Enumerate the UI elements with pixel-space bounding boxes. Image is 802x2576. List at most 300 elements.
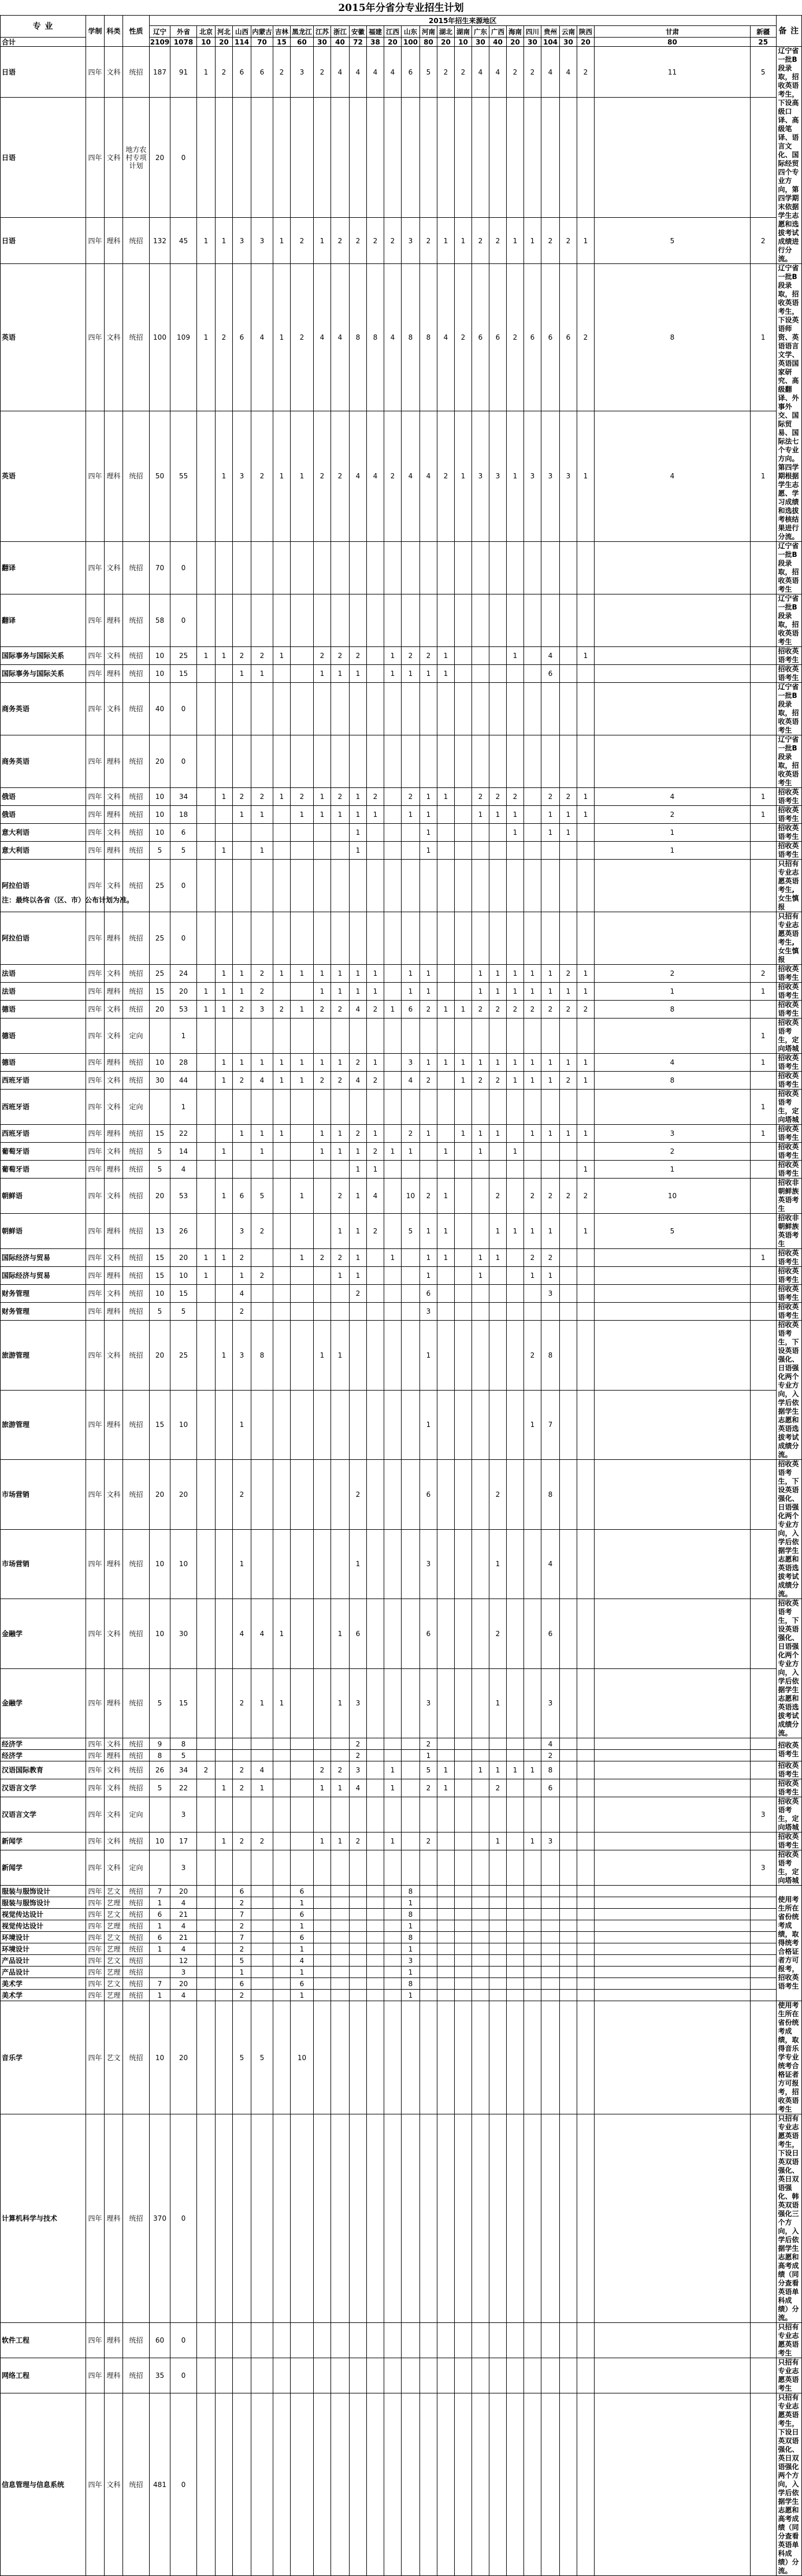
quota-cell <box>507 842 524 860</box>
quota-cell <box>331 1460 350 1530</box>
quota-cell <box>197 411 216 541</box>
quota-cell: 3 <box>350 1761 367 1779</box>
quota-cell: 1 <box>577 983 595 1001</box>
quota-cell: 6 <box>420 1285 437 1303</box>
quota-cell: 20 <box>170 1886 197 1897</box>
quota-cell <box>751 1943 777 1955</box>
quota-cell: 2 <box>233 1249 251 1267</box>
quota-cell <box>595 1390 751 1460</box>
header-remarks: 备 注 <box>776 16 802 47</box>
major-cell: 网络工程 <box>1 2358 86 2393</box>
quota-cell <box>350 2323 367 2358</box>
quota-cell <box>291 1761 314 1779</box>
region-header: 湖南 <box>455 26 472 38</box>
quota-cell: 2 <box>437 411 455 541</box>
quota-cell: 8 <box>402 1909 420 1920</box>
quota-cell <box>507 1832 524 1850</box>
quota-cell <box>291 1267 314 1285</box>
table-row <box>1 1214 802 1249</box>
quota-cell <box>751 1179 777 1214</box>
quota-cell: 1 <box>472 965 489 983</box>
quota-cell <box>524 1460 541 1530</box>
quota-cell <box>291 1125 314 1143</box>
quota-cell <box>560 98 577 218</box>
quota-cell: 5 <box>150 1668 170 1738</box>
quota-cell <box>524 665 541 683</box>
quota-cell <box>197 1955 216 1967</box>
quota-cell <box>595 2001 751 2114</box>
quota-cell <box>402 1018 420 1054</box>
length-cell: 四年 <box>86 1072 105 1090</box>
major-cell: 服装与服饰设计 <box>1 1897 86 1909</box>
quota-cell <box>420 1955 437 1967</box>
quota-cell <box>350 735 367 788</box>
quota-cell <box>507 735 524 788</box>
major-cell: 意大利语 <box>1 824 86 842</box>
quota-cell <box>455 2114 472 2323</box>
table-row <box>1 1090 802 1125</box>
quota-cell <box>291 1779 314 1797</box>
length-cell: 四年 <box>86 47 105 98</box>
quota-cell <box>273 683 291 735</box>
total-label: 合计 <box>1 38 86 47</box>
quota-cell <box>472 647 489 665</box>
quota-cell <box>560 1797 577 1832</box>
quota-cell: 1 <box>560 1054 577 1072</box>
quota-cell <box>577 1529 595 1599</box>
quota-cell: 2 <box>331 1072 350 1090</box>
quota-cell: 1 <box>455 218 472 264</box>
quota-cell: 7 <box>150 1886 170 1897</box>
quota-cell: 1 <box>367 1125 384 1143</box>
quota-cell <box>273 2114 291 2323</box>
quota-cell: 1 <box>384 665 402 683</box>
quota-cell <box>216 1303 233 1321</box>
quota-cell <box>472 1797 489 1832</box>
quota-cell: 1 <box>251 665 273 683</box>
quota-cell: 1 <box>507 1072 524 1090</box>
quota-cell <box>150 1797 170 1832</box>
quota-cell: 2 <box>384 411 402 541</box>
quota-cell: 1 <box>233 665 251 683</box>
quota-cell <box>455 1390 472 1460</box>
table-row <box>1 1886 802 1897</box>
quota-cell <box>437 735 455 788</box>
category-cell: 文科 <box>105 1832 123 1850</box>
quota-cell <box>507 1599 524 1669</box>
quota-cell: 4 <box>350 1072 367 1090</box>
quota-cell: 1 <box>350 1267 367 1285</box>
quota-cell <box>577 1761 595 1779</box>
length-cell: 四年 <box>86 1460 105 1530</box>
quota-cell: 5 <box>170 842 197 860</box>
region-header: 山东 <box>402 26 420 38</box>
quota-cell: 10 <box>291 2001 314 2114</box>
quota-cell: 8 <box>541 1460 560 1530</box>
quota-cell: 2 <box>541 788 560 806</box>
region-header: 广西 <box>489 26 507 38</box>
quota-cell <box>595 1797 751 1832</box>
quota-cell <box>233 2323 251 2358</box>
quota-cell <box>455 1850 472 1886</box>
quota-cell: 2 <box>524 1321 541 1391</box>
total-cell: 100 <box>402 38 420 47</box>
quota-cell <box>577 1832 595 1850</box>
quota-cell: 2 <box>595 1143 751 1161</box>
quota-cell <box>560 1249 577 1267</box>
quota-cell <box>577 1886 595 1897</box>
quota-cell <box>472 1943 489 1955</box>
quota-cell <box>291 1161 314 1179</box>
table-row <box>1 1978 802 1990</box>
quota-cell: 2 <box>560 1179 577 1214</box>
nature-cell: 统招 <box>123 1738 150 1750</box>
quota-cell <box>197 824 216 842</box>
quota-cell <box>437 1599 455 1669</box>
quota-cell: 1 <box>273 411 291 541</box>
nature-cell: 统招 <box>123 1955 150 1967</box>
quota-cell: 1 <box>420 1054 437 1072</box>
quota-cell <box>751 1990 777 2001</box>
quota-cell: 22 <box>170 1779 197 1797</box>
table-row <box>1 912 802 965</box>
quota-cell <box>437 1090 455 1125</box>
quota-cell: 2 <box>595 965 751 983</box>
quota-cell: 26 <box>150 1761 170 1779</box>
quota-cell: 1 <box>472 806 489 824</box>
quota-cell <box>560 1668 577 1738</box>
quota-cell <box>507 1920 524 1932</box>
quota-cell <box>595 735 751 788</box>
quota-cell <box>541 98 560 218</box>
quota-cell <box>577 683 595 735</box>
quota-cell <box>437 1832 455 1850</box>
quota-cell <box>314 1978 331 1990</box>
length-cell: 四年 <box>86 1955 105 1967</box>
quota-cell <box>331 1990 350 2001</box>
quota-cell: 1 <box>197 1267 216 1285</box>
quota-cell <box>751 1072 777 1090</box>
major-cell: 环境设计 <box>1 1943 86 1955</box>
quota-cell: 2 <box>331 218 350 264</box>
quota-cell <box>751 1761 777 1779</box>
quota-cell: 3 <box>420 1529 437 1599</box>
quota-cell <box>489 594 507 647</box>
nature-cell: 统招 <box>123 806 150 824</box>
quota-cell: 132 <box>150 218 170 264</box>
quota-cell <box>560 1920 577 1932</box>
quota-cell <box>216 1390 233 1460</box>
table-row <box>1 1955 802 1967</box>
quota-cell: 8 <box>170 1738 197 1750</box>
quota-cell: 1 <box>384 1779 402 1797</box>
quota-cell <box>507 1897 524 1909</box>
quota-cell <box>216 665 233 683</box>
quota-cell <box>455 806 472 824</box>
quota-cell <box>402 1390 420 1460</box>
quota-cell <box>273 1090 291 1125</box>
quota-cell <box>437 1990 455 2001</box>
category-cell: 理科 <box>105 2358 123 2393</box>
quota-cell <box>437 1909 455 1920</box>
quota-cell <box>251 1955 273 1967</box>
quota-cell <box>541 594 560 647</box>
quota-cell <box>291 1460 314 1530</box>
quota-cell <box>216 1668 233 1738</box>
quota-cell <box>197 98 216 218</box>
quota-cell <box>437 1018 455 1054</box>
nature-cell: 统招 <box>123 1214 150 1249</box>
quota-cell: 4 <box>331 47 350 98</box>
quota-cell <box>577 1390 595 1460</box>
quota-cell: 1 <box>455 1072 472 1090</box>
quota-cell <box>541 2393 560 2576</box>
quota-cell <box>273 2358 291 2393</box>
table-row <box>1 788 802 806</box>
quota-cell: 1 <box>507 1143 524 1161</box>
quota-cell <box>367 842 384 860</box>
quota-cell <box>350 2114 367 2323</box>
quota-cell: 1 <box>331 1054 350 1072</box>
quota-cell <box>595 1955 751 1967</box>
quota-cell <box>350 2358 367 2393</box>
nature-cell: 统招 <box>123 1943 150 1955</box>
nature-cell: 统招 <box>123 1978 150 1990</box>
quota-cell <box>437 2114 455 2323</box>
category-cell: 理科 <box>105 1054 123 1072</box>
quota-cell: 2 <box>507 47 524 98</box>
remark-cell: 招收英语考生 <box>776 647 802 665</box>
quota-cell <box>560 1161 577 1179</box>
quota-cell <box>291 542 314 594</box>
quota-cell: 20 <box>150 1321 170 1391</box>
quota-cell: 1 <box>751 1090 777 1125</box>
quota-cell: 1 <box>350 1161 367 1179</box>
quota-cell <box>314 1943 331 1955</box>
quota-cell: 4 <box>472 47 489 98</box>
quota-cell <box>437 1920 455 1932</box>
major-cell: 商务英语 <box>1 735 86 788</box>
quota-cell <box>437 1125 455 1143</box>
quota-cell <box>314 1460 331 1530</box>
quota-cell <box>197 1214 216 1249</box>
category-cell: 文科 <box>105 1249 123 1267</box>
quota-cell: 1 <box>150 1943 170 1955</box>
quota-cell <box>197 683 216 735</box>
category-cell: 文科 <box>105 264 123 411</box>
table-row <box>1 1249 802 1267</box>
quota-cell: 2 <box>350 1054 367 1072</box>
quota-cell <box>420 735 437 788</box>
quota-cell <box>291 2323 314 2358</box>
quota-cell <box>437 912 455 965</box>
quota-cell: 1 <box>577 1214 595 1249</box>
quota-cell <box>384 1738 402 1750</box>
quota-cell: 187 <box>150 47 170 98</box>
quota-cell <box>507 2001 524 2114</box>
quota-cell <box>455 1460 472 1530</box>
quota-cell <box>524 1303 541 1321</box>
quota-cell <box>437 806 455 824</box>
quota-cell <box>507 594 524 647</box>
quota-cell <box>402 2393 420 2576</box>
quota-cell <box>560 2358 577 2393</box>
quota-cell <box>384 983 402 1001</box>
quota-cell <box>577 1090 595 1125</box>
quota-cell <box>751 1897 777 1909</box>
major-cell: 翻译 <box>1 542 86 594</box>
nature-cell: 统招 <box>123 411 150 541</box>
quota-cell: 1 <box>489 1529 507 1599</box>
quota-cell <box>384 860 402 912</box>
quota-cell <box>560 665 577 683</box>
quota-cell: 0 <box>170 683 197 735</box>
quota-cell <box>291 2114 314 2323</box>
quota-cell <box>251 1090 273 1125</box>
quota-cell: 35 <box>150 2358 170 2393</box>
quota-cell <box>751 1779 777 1797</box>
quota-cell <box>367 824 384 842</box>
region-header: 浙江 <box>331 26 350 38</box>
quota-cell <box>291 1738 314 1750</box>
quota-cell: 2 <box>507 1001 524 1018</box>
quota-cell <box>367 1978 384 1990</box>
quota-cell: 21 <box>170 1932 197 1943</box>
quota-cell <box>420 98 437 218</box>
quota-cell: 1 <box>751 1249 777 1267</box>
major-cell: 英语 <box>1 411 86 541</box>
quota-cell: 6 <box>402 47 420 98</box>
quota-cell: 1 <box>291 1249 314 1267</box>
quota-cell: 1 <box>350 1214 367 1249</box>
quota-cell <box>751 860 777 912</box>
quota-cell <box>331 2114 350 2323</box>
quota-cell <box>384 1054 402 1072</box>
quota-cell <box>233 824 251 842</box>
nature-cell: 统招 <box>123 1599 150 1669</box>
quota-cell <box>367 1460 384 1530</box>
header-major: 专 业 <box>1 16 86 38</box>
quota-cell: 9 <box>150 1738 170 1750</box>
quota-cell <box>251 735 273 788</box>
quota-cell <box>455 1761 472 1779</box>
quota-cell <box>524 1897 541 1909</box>
quota-cell: 1 <box>541 983 560 1001</box>
quota-cell: 15 <box>150 1267 170 1285</box>
quota-cell: 1 <box>577 1161 595 1179</box>
quota-cell <box>384 1943 402 1955</box>
length-cell: 四年 <box>86 1920 105 1932</box>
quota-cell: 4 <box>350 47 367 98</box>
quota-cell: 1 <box>216 788 233 806</box>
quota-cell: 2 <box>251 1832 273 1850</box>
major-cell: 英语 <box>1 264 86 411</box>
quota-cell <box>314 2114 331 2323</box>
nature-cell: 统招 <box>123 1460 150 1530</box>
quota-cell <box>233 1750 251 1761</box>
quota-cell: 1 <box>402 983 420 1001</box>
table-row <box>1 665 802 683</box>
remark-cell: 招收英语考生 <box>776 1125 802 1143</box>
quota-cell: 2 <box>472 1001 489 1018</box>
total-cell: 10 <box>455 38 472 47</box>
quota-cell <box>560 1943 577 1955</box>
quota-cell <box>437 542 455 594</box>
quota-cell <box>489 1967 507 1978</box>
quota-cell <box>489 842 507 860</box>
quota-cell <box>331 1738 350 1750</box>
quota-cell <box>331 1390 350 1460</box>
major-cell: 德语 <box>1 1001 86 1018</box>
quota-cell <box>331 2358 350 2393</box>
quota-cell <box>751 824 777 842</box>
quota-cell <box>367 1390 384 1460</box>
quota-cell <box>402 2323 420 2358</box>
quota-cell: 370 <box>150 2114 170 2323</box>
quota-cell <box>314 98 331 218</box>
quota-cell <box>291 1750 314 1761</box>
quota-cell <box>233 860 251 912</box>
quota-cell <box>595 683 751 735</box>
quota-cell <box>489 647 507 665</box>
quota-cell <box>507 1161 524 1179</box>
quota-cell <box>273 1932 291 1943</box>
quota-cell <box>402 1797 420 1832</box>
quota-cell <box>273 1285 291 1303</box>
quota-cell <box>595 98 751 218</box>
quota-cell: 1 <box>541 965 560 983</box>
quota-cell <box>560 1779 577 1797</box>
quota-cell: 6 <box>233 47 251 98</box>
quota-cell <box>541 1303 560 1321</box>
major-cell: 朝鲜语 <box>1 1179 86 1214</box>
nature-cell: 统招 <box>123 1779 150 1797</box>
quota-cell: 1 <box>251 1054 273 1072</box>
quota-cell <box>197 1668 216 1738</box>
quota-cell <box>489 1750 507 1761</box>
remark-cell: 只招有专业志愿英语考生 <box>776 2323 802 2358</box>
quota-cell: 1 <box>350 1179 367 1214</box>
quota-cell: 1 <box>350 788 367 806</box>
quota-cell <box>350 1321 367 1391</box>
quota-cell <box>291 594 314 647</box>
quota-cell <box>455 1955 472 1967</box>
quota-cell: 1 <box>350 1249 367 1267</box>
nature-cell: 统招 <box>123 2323 150 2358</box>
category-cell: 文科 <box>105 1018 123 1054</box>
quota-cell <box>420 1920 437 1932</box>
quota-cell <box>437 2393 455 2576</box>
table-row <box>1 647 802 665</box>
major-cell: 意大利语 <box>1 842 86 860</box>
quota-cell <box>314 1529 331 1599</box>
quota-cell: 1 <box>420 788 437 806</box>
quota-cell <box>367 665 384 683</box>
quota-cell <box>595 2358 751 2393</box>
quota-cell <box>577 1321 595 1391</box>
quota-cell <box>314 1390 331 1460</box>
quota-cell <box>751 1143 777 1161</box>
length-cell: 四年 <box>86 1179 105 1214</box>
quota-cell <box>251 2358 273 2393</box>
quota-cell: 1 <box>577 965 595 983</box>
length-cell: 四年 <box>86 912 105 965</box>
quota-cell <box>541 735 560 788</box>
quota-cell <box>350 1090 367 1125</box>
quota-cell: 2 <box>751 965 777 983</box>
quota-cell: 5 <box>402 1214 420 1249</box>
category-cell: 理科 <box>105 2114 123 2323</box>
